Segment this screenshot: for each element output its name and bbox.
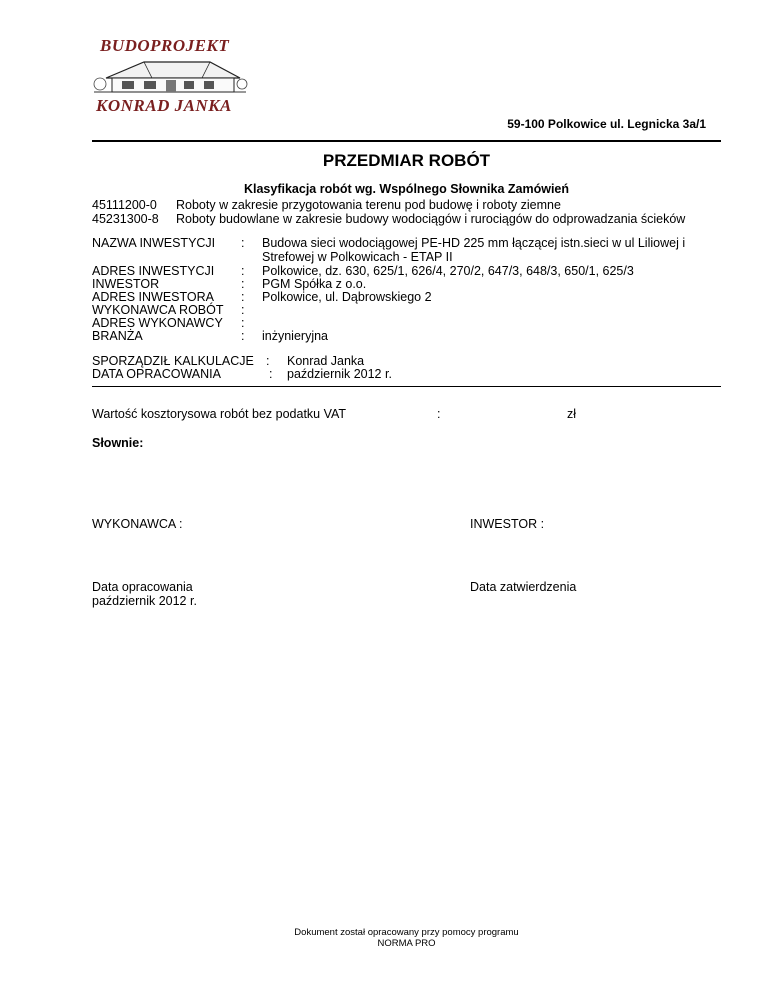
- footer-program-name: NORMA PRO: [377, 938, 436, 949]
- field-label-contractor: WYKONAWCA ROBÓT: [92, 303, 224, 317]
- classification-code: 45231300-8: [92, 212, 159, 226]
- field-label-prepared-by: SPORZĄDZIŁ KALKULACJE: [92, 354, 254, 368]
- field-label-investment-name: NAZWA INWESTYCJI: [92, 236, 216, 250]
- date-prepared-value: październik 2012 r.: [92, 594, 197, 608]
- classification-code: 45111200-0: [92, 198, 157, 212]
- date-prepared-label: Data opracowania: [92, 580, 193, 594]
- field-label-branch: BRANŻA: [92, 329, 143, 343]
- field-separator: :: [241, 303, 245, 317]
- company-logo: [92, 36, 252, 120]
- field-label-investor: INWESTOR: [92, 277, 160, 291]
- field-separator: :: [241, 316, 245, 330]
- classification-description: Roboty w zakresie przygotowania terenu pod budowę i roboty ziemne: [176, 198, 561, 212]
- field-value-investor-address: Polkowice, ul. Dąbrowskiego 2: [262, 290, 432, 304]
- field-separator: :: [241, 290, 245, 304]
- cost-currency: zł: [567, 407, 577, 421]
- field-label-contractor-address: ADRES WYKONAWCY: [92, 316, 223, 330]
- field-value-preparation-date: październik 2012 r.: [287, 367, 392, 381]
- slownie-label: Słownie:: [92, 436, 144, 450]
- investor-signature-label: INWESTOR :: [470, 517, 545, 531]
- logo-company-top: BUDOPROJEKT: [100, 36, 230, 55]
- company-address: 59-100 Polkowice ul. Legnicka 3a/1: [507, 117, 706, 131]
- logo-company-bottom: KONRAD JANKA: [96, 96, 232, 115]
- field-value-prepared-by: Konrad Janka: [287, 354, 365, 368]
- field-separator: :: [241, 236, 245, 250]
- header-divider: [92, 140, 721, 142]
- field-value-investor: PGM Spółka z o.o.: [262, 277, 367, 291]
- field-label-investor-address: ADRES INWESTORA: [92, 290, 215, 304]
- field-label-investment-address: ADRES INWESTYCJI: [92, 264, 215, 278]
- field-value-investment-address: Polkowice, dz. 630, 625/1, 626/4, 270/2, 647/3, 648/3, 650/1, 625/3: [262, 264, 634, 278]
- page-title: PRZEDMIAR ROBÓT: [322, 151, 491, 170]
- field-label-preparation-date: DATA OPRACOWANIA: [92, 367, 221, 381]
- classification-description: Roboty budowlane w zakresie budowy wodociągów i rurociągów do odprowadzania ścieków: [176, 212, 686, 226]
- cost-separator: :: [437, 407, 441, 421]
- section-divider: [92, 386, 721, 387]
- footer-line: Dokument został opracowany przy pomocy programu: [294, 927, 519, 938]
- field-separator: :: [241, 264, 245, 278]
- field-separator: :: [269, 367, 273, 381]
- date-approval-label: Data zatwierdzenia: [470, 580, 577, 594]
- footer-note: [92, 927, 721, 949]
- field-separator: :: [266, 354, 270, 368]
- classification-title: Klasyfikacja robót wg. Wspólnego Słownika Zamówień: [243, 182, 570, 196]
- field-separator: :: [241, 277, 245, 291]
- house-drawing-icon: [92, 58, 248, 96]
- cost-label: Wartość kosztorysowa robót bez podatku VAT: [92, 407, 347, 421]
- field-value-investment-name: Budowa sieci wodociągowej PE-HD 225 mm łączącej istn.sieci w ul Liliowej i Strefowej w Polkowicach - ETAP II: [262, 236, 686, 264]
- contractor-signature-label: WYKONAWCA :: [92, 517, 183, 531]
- field-separator: :: [241, 329, 245, 343]
- field-value-branch: inżynieryjna: [262, 329, 329, 343]
